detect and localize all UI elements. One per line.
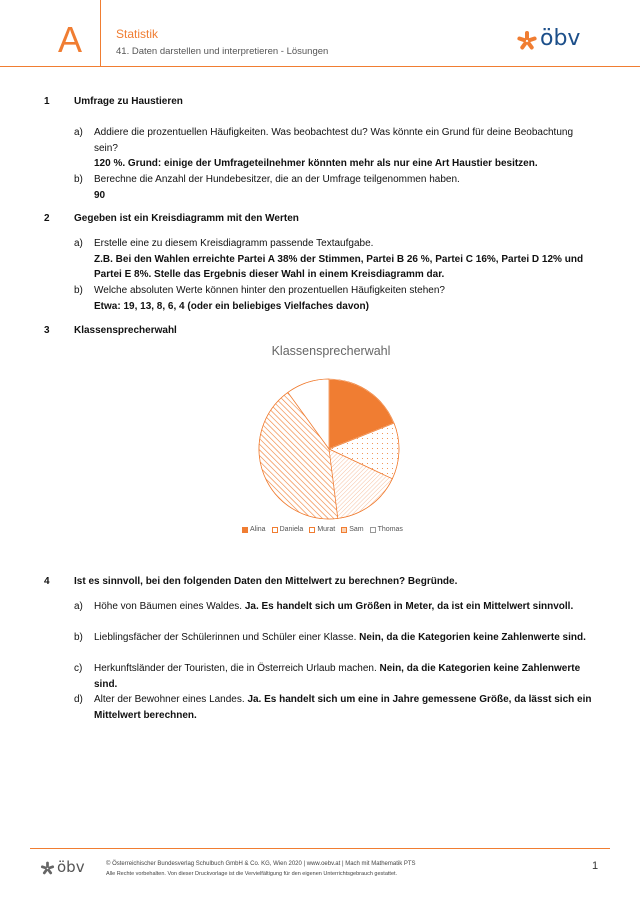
answer-text: Ja. Es handelt sich um Größen in Meter, da ist ein Mittelwert sinnvoll.	[244, 601, 574, 612]
sub-question-label: d)	[74, 694, 83, 705]
chart-legend	[242, 526, 403, 533]
legend-item	[341, 526, 363, 533]
sub-question-label: a)	[74, 238, 83, 249]
sub-question-label: c)	[74, 663, 83, 674]
pie-chart	[236, 342, 426, 542]
header-divider-vertical	[100, 0, 101, 66]
page-number: 1	[592, 860, 599, 872]
legend-label: Thomas	[377, 526, 403, 533]
question-number: 1	[44, 96, 50, 107]
legend-swatch	[370, 527, 376, 533]
footer-logo-text: öbv	[57, 858, 85, 876]
header-divider-horizontal	[0, 66, 640, 67]
sub-question-label: b)	[74, 174, 83, 185]
question-title: Klassensprecherwahl	[74, 325, 177, 336]
header-title: Statistik	[116, 27, 159, 41]
chart-title: Klassensprecherwahl	[271, 344, 391, 358]
sub-question-label: b)	[74, 285, 83, 296]
answer-text: 120 %. Grund: einige der Umfrageteilnehmer könnten mehr als nur eine Art Haustier besitzen.	[94, 158, 538, 169]
sub-question-label: a)	[74, 127, 83, 138]
question-title: Ist es sinnvoll, bei den folgenden Daten den Mittelwert zu berechnen? Begründe.	[74, 576, 458, 587]
sub-question-text: Alter der Bewohner eines Landes.	[94, 694, 248, 705]
answer-text: Ja. Es handelt sich um eine in Jahre gemessene Größe, da lässt sich ein Mittelwert berechnen.	[94, 694, 592, 721]
legend-label: Sam	[349, 526, 364, 533]
pie-svg	[236, 342, 426, 542]
footer-star-icon	[40, 861, 55, 876]
legend-label: Daniela	[279, 526, 304, 533]
obv-star-icon	[516, 30, 538, 52]
legend-swatch	[272, 527, 278, 533]
logo-text: öbv	[540, 26, 581, 51]
answer-text: Nein, da die Kategorien keine Zahlenwerte sind.	[359, 632, 586, 643]
sub-question-text: Berechne die Anzahl der Hundebesitzer, die an der Umfrage teilgenommen haben.	[94, 174, 460, 185]
footer-logo	[40, 858, 90, 879]
obv-logo	[516, 26, 596, 54]
sub-question-text: Herkunftsländer der Touristen, die in Österreich Urlaub machen.	[94, 663, 380, 674]
question-number: 3	[44, 325, 50, 336]
question-number: 4	[44, 576, 50, 587]
legend-label: Murat	[317, 526, 336, 533]
sub-question-label: b)	[74, 632, 83, 643]
header-subtitle: 41. Daten darstellen und interpretieren - Lösungen	[116, 46, 329, 57]
question-title: Gegeben ist ein Kreisdiagramm mit den Werten	[74, 213, 299, 224]
answer-text: 90	[94, 189, 106, 201]
legend-swatch	[309, 527, 315, 533]
sub-question-text: Addiere die prozentuellen Häufigkeiten. Was beobachtest du? Was könnte ein Grund für deine Beobachtung sein?	[94, 127, 574, 154]
legend-swatch	[341, 527, 347, 533]
legend-item	[242, 526, 266, 533]
answer-text: Etwa: 19, 13, 8, 6, 4 (oder ein beliebiges Vielfaches davon)	[94, 300, 369, 312]
sub-question-label: a)	[74, 601, 83, 612]
question-number: 2	[44, 213, 50, 224]
legend-item	[309, 526, 335, 533]
legend-label: Alina	[250, 526, 266, 533]
answer-text: Nein, da die Kategorien keine Zahlenwerte sind.	[94, 663, 581, 690]
chapter-letter: A	[58, 19, 83, 60]
sub-question-text: Lieblingsfächer der Schülerinnen und Schüler einer Klasse.	[94, 632, 360, 643]
answer-text: Z.B. Bei den Wahlen erreichte Partei A 38% der Stimmen, Partei B 26 %, Partei C 16%, Partei D 12% und Partei E 8%. Stelle das Ergebnis dieser Wahl in einem Kreisdiagramm dar.	[94, 253, 584, 280]
question-title: Umfrage zu Haustieren	[74, 96, 183, 107]
sub-question-text: Welche absoluten Werte können hinter den prozentuellen Häufigkeiten stehen?	[94, 285, 445, 296]
sub-question-text: Höhe von Bäumen eines Waldes.	[94, 601, 245, 612]
copyright-text: © Österreichischer Bundesverlag Schulbuch GmbH & Co. KG, Wien 2020 | www.oebv.at | Mach mit Mathematik PTS	[106, 861, 416, 867]
sub-question-text: Erstelle eine zu diesem Kreisdiagramm passende Textaufgabe.	[94, 238, 374, 249]
legend-item	[272, 526, 304, 533]
rights-text: Alle Rechte vorbehalten. Von dieser Druckvorlage ist die Vervielfältigung für den eigenen Unterrichtsgebrauch gestattet.	[106, 871, 398, 877]
footer-divider	[30, 848, 610, 849]
legend-swatch	[242, 527, 248, 533]
legend-item	[370, 526, 403, 533]
